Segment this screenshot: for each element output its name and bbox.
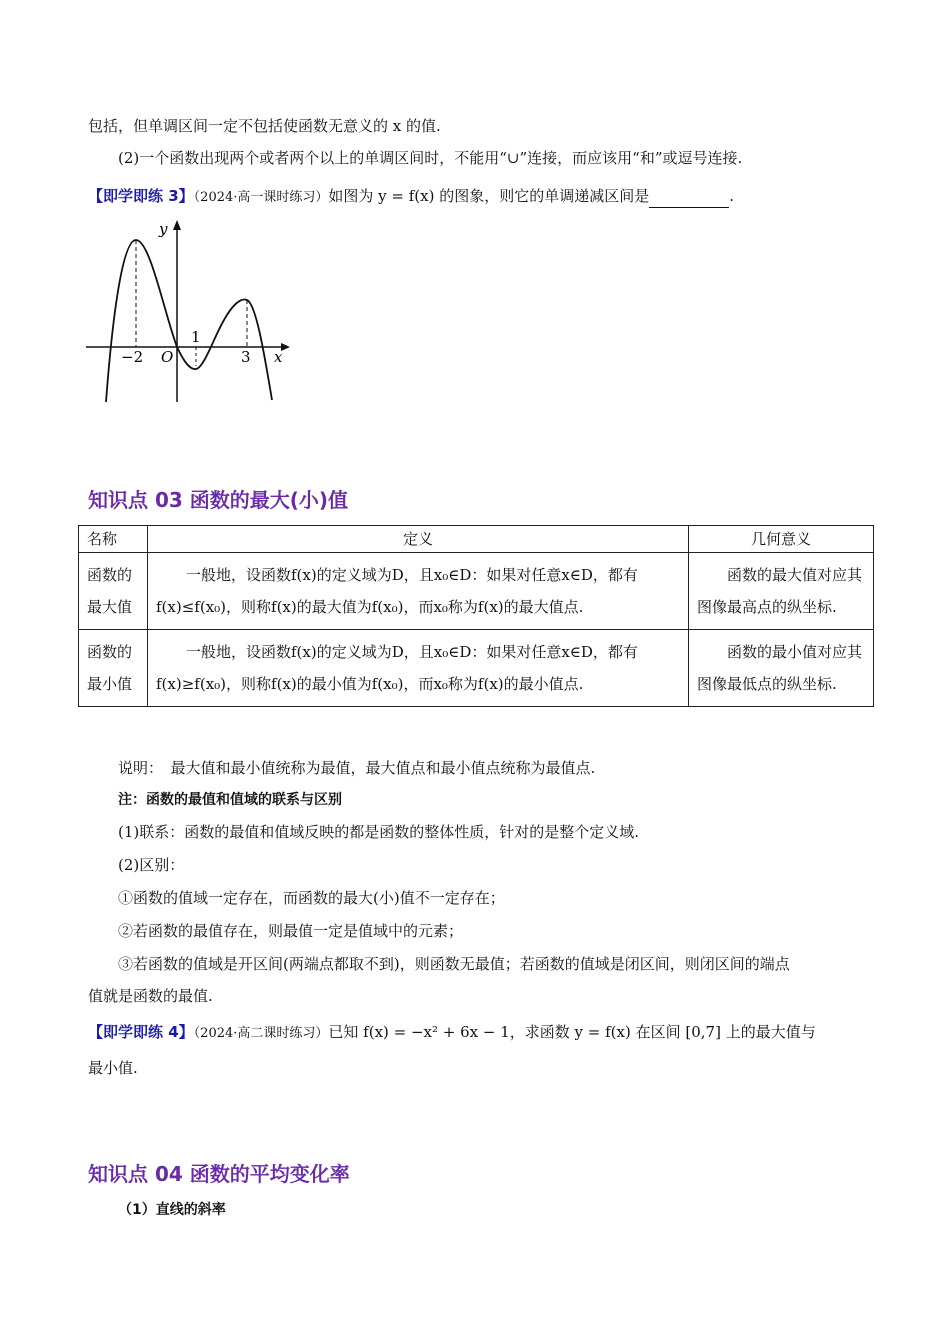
header-definition: 定义	[148, 526, 689, 553]
intro-line-2: (2)一个函数出现两个或者两个以上的单调区间时，不能用“∪”连接，而应该用“和”或逗号连接.	[118, 149, 743, 167]
difference-item-1: ①函数的值域一定存在，而函数的最大(小)值不一定存在；	[118, 889, 505, 907]
answer-blank[interactable]	[649, 192, 729, 208]
row-definition: 一般地，设函数f(x)的定义域为D，且x₀∈D：如果对任意x∈D，都有f(x)≥f(x₀)，则称f(x)的最小值为f(x₀)，而x₀称为f(x)的最小值点.	[148, 630, 689, 707]
definition-table	[78, 525, 874, 707]
exercise-4-cont: 最小值.	[88, 1059, 138, 1077]
exercise-3-text: 如图为 y = f(x) 的图象，则它的单调递减区间是	[328, 187, 650, 205]
section-heading-03: 知识点 03 函数的最大(小)值	[88, 488, 349, 512]
row-name: 函数的最大值	[79, 553, 148, 630]
row-geometric: 函数的最大值对应其图像最高点的纵坐标.	[689, 553, 874, 630]
exercise-4-source: （2024·高二课时练习）	[193, 1026, 329, 1041]
exercise-4-tag: 【即学即练 4】	[88, 1023, 194, 1041]
difference-item-3-cont: 值就是函数的最值.	[88, 987, 213, 1005]
tick-label-1: 1	[191, 328, 201, 346]
tick-label-neg2: −2	[121, 348, 144, 366]
exercise-4-text: 已知 f(x) = −x² + 6x − 1，求函数 y = f(x) 在区间 [0,7] 上的最大值与	[328, 1023, 816, 1041]
exercise-3-end: .	[729, 187, 735, 205]
section-heading-04: 知识点 04 函数的平均变化率	[88, 1162, 350, 1186]
table-header-row	[79, 526, 874, 553]
table-row	[79, 630, 874, 707]
y-axis-arrow	[173, 220, 181, 230]
exercise-3	[88, 186, 734, 208]
explanation-line: 说明： 最大值和最小值统称为最值，最大值点和最小值点统称为最值点.	[118, 759, 596, 777]
y-axis-label: y	[159, 220, 168, 238]
note-connection: (1)联系：函数的最值和值域反映的都是函数的整体性质，针对的是整个定义域.	[118, 823, 640, 841]
header-geometric: 几何意义	[689, 526, 874, 553]
difference-item-2: ②若函数的最值存在，则最值一定是值域中的元素；	[118, 922, 464, 940]
difference-item-3: ③若函数的值域是开区间(两端点都取不到)，则函数无最值；若函数的值域是闭区间，则闭区间的端点	[118, 955, 790, 973]
note-title: 注：函数的最值和值域的联系与区别	[118, 792, 342, 808]
subheading-slope: （1）直线的斜率	[118, 1202, 226, 1218]
note-difference: (2)区别：	[118, 856, 185, 874]
tick-label-3: 3	[241, 348, 251, 366]
row-definition: 一般地，设函数f(x)的定义域为D，且x₀∈D：如果对任意x∈D，都有f(x)≤f(x₀)，则称f(x)的最大值为f(x₀)，而x₀称为f(x)的最大值点.	[148, 553, 689, 630]
intro-line-1: 包括，但单调区间一定不包括使函数无意义的 x 的值.	[88, 117, 441, 135]
exercise-3-tag: 【即学即练 3】	[88, 187, 194, 205]
table-row	[79, 553, 874, 630]
row-name: 函数的最小值	[79, 630, 148, 707]
header-name: 名称	[79, 526, 148, 553]
origin-label: O	[161, 348, 174, 366]
x-axis-label: x	[274, 348, 283, 366]
row-geometric: 函数的最小值对应其图像最低点的纵坐标.	[689, 630, 874, 707]
function-graph	[84, 212, 304, 408]
exercise-4	[88, 1022, 816, 1044]
exercise-3-source: （2024·高一课时练习）	[193, 190, 329, 205]
